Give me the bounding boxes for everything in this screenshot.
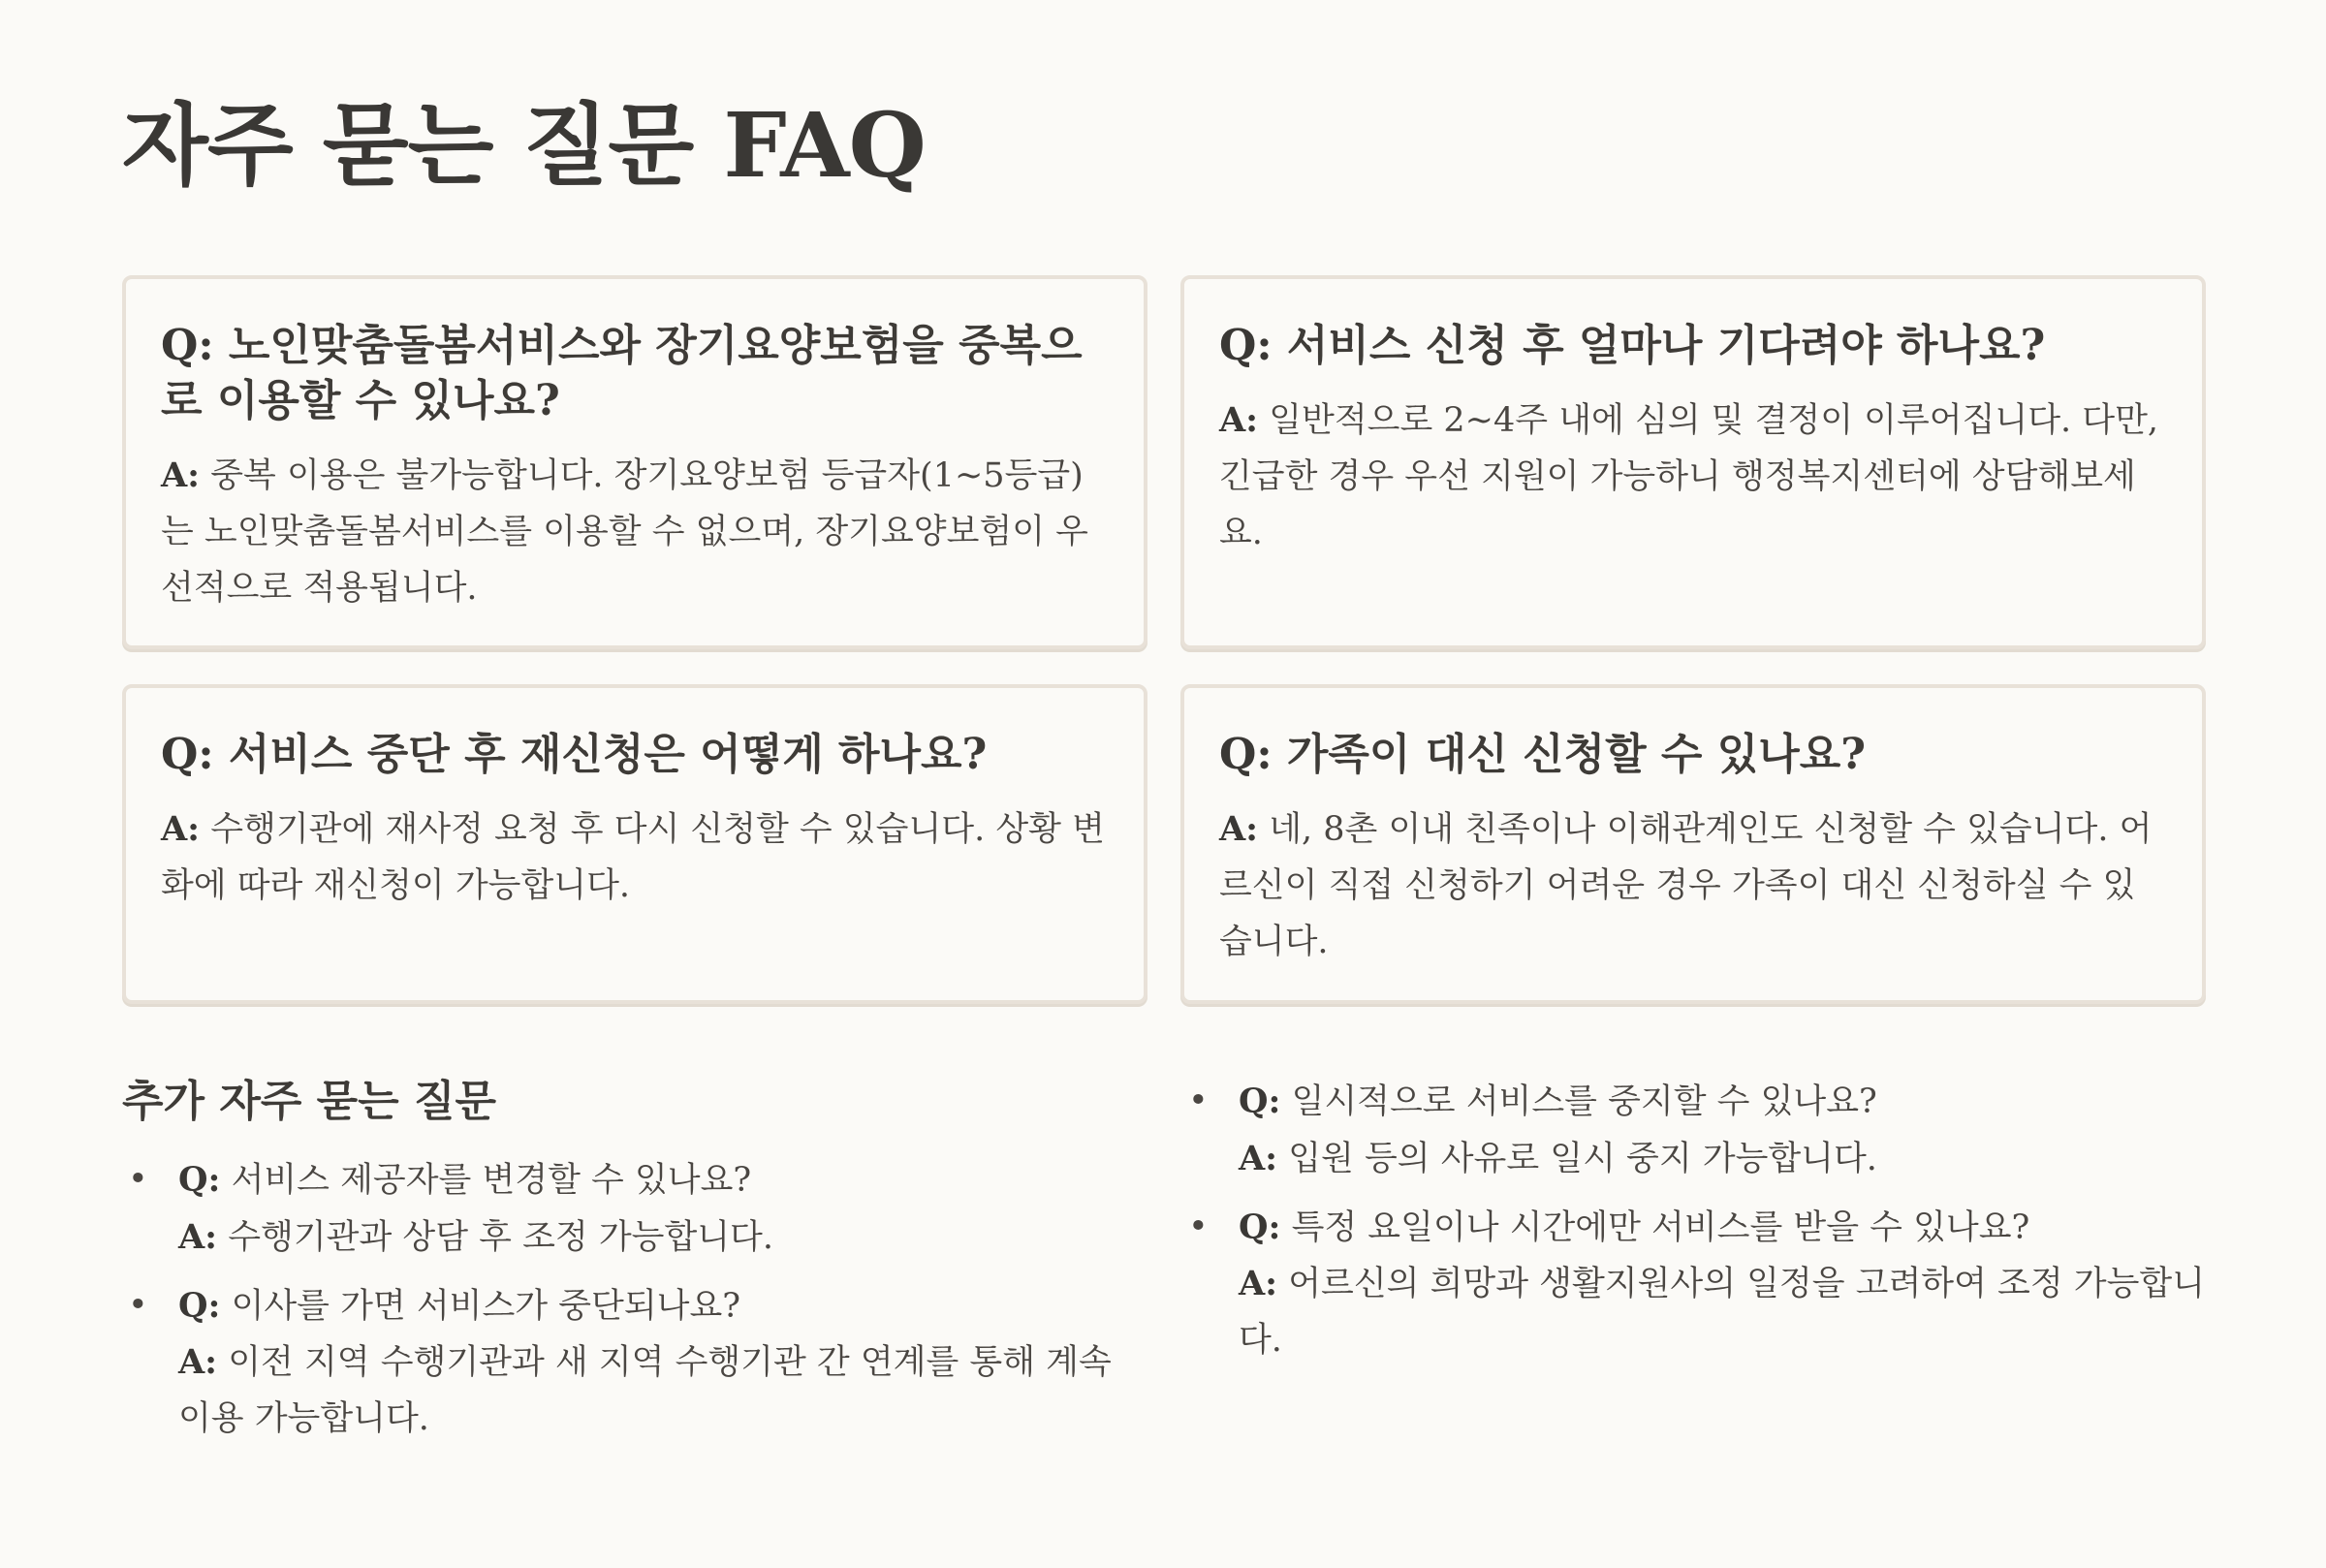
- question-text: 가족이 대신 신청할 수 있나요?: [1286, 730, 1867, 779]
- faq-card: [122, 684, 1147, 1004]
- answer-label: A:: [178, 1216, 218, 1257]
- question-label: Q:: [161, 321, 214, 370]
- list-item: [122, 1152, 1149, 1267]
- extra-faq-right: [1182, 1074, 2210, 1381]
- question-label: Q:: [1239, 1082, 1281, 1121]
- question-text: 서비스 중단 후 재신청은 어떻게 하나요?: [228, 730, 988, 779]
- faq-question: [161, 318, 1109, 428]
- extra-faq-heading: 추가 자주 묻는 질문: [122, 1077, 496, 1126]
- faq-card: [1180, 684, 2206, 1004]
- faq-card-grid: [122, 275, 2206, 1004]
- list-item: [1182, 1200, 2210, 1369]
- question-label: Q:: [178, 1160, 221, 1201]
- faq-answer: [1219, 801, 2167, 970]
- answer-text: 수행기관에 재사정 요청 후 다시 신청할 수 있습니다. 상황 변화에 따라 재신청이 가능합니다.: [161, 810, 1105, 905]
- page-title: 자주 묻는 질문 FAQ: [122, 93, 926, 198]
- bullet-icon: •: [128, 1285, 148, 1325]
- answer-label: A:: [1219, 809, 1259, 850]
- answer-label: A:: [161, 809, 201, 850]
- answer-label: A:: [1239, 1264, 1278, 1304]
- answer-text: 중복 이용은 불가능합니다. 장기요양보험 등급자(1~5등급)는 노인맞춤돌봄서비스를 이용할 수 없으며, 장기요양보험이 우선적으로 적용됩니다.: [161, 456, 1088, 608]
- faq-question: [178, 1278, 1149, 1335]
- question-text: 일시적으로 서비스를 중지할 수 있나요?: [1291, 1082, 1877, 1121]
- question-label: Q:: [1219, 730, 1273, 779]
- faq-answer: [178, 1334, 1149, 1448]
- question-label: Q:: [161, 730, 214, 779]
- answer-label: A:: [1239, 1138, 1278, 1178]
- faq-question: [1219, 318, 2167, 373]
- list-item: [1182, 1074, 2210, 1188]
- faq-answer: [1239, 1256, 2210, 1369]
- answer-label: A:: [1219, 400, 1259, 441]
- question-label: Q:: [1239, 1207, 1281, 1247]
- faq-answer: [1239, 1131, 2210, 1188]
- question-label: Q:: [178, 1285, 221, 1326]
- faq-question: [161, 727, 1109, 782]
- bullet-icon: •: [128, 1160, 148, 1200]
- list-item: [122, 1278, 1149, 1448]
- bullet-icon: •: [1188, 1207, 1209, 1246]
- faq-card: [122, 275, 1147, 649]
- question-text: 특정 요일이나 시간에만 서비스를 받을 수 있나요?: [1291, 1207, 2030, 1247]
- answer-text: 이전 지역 수행기관과 새 지역 수행기관 간 연계를 통해 계속 이용 가능합니다.: [178, 1343, 1112, 1439]
- extra-faq-list: [1182, 1074, 2210, 1369]
- answer-text: 수행기관과 상담 후 조정 가능합니다.: [228, 1217, 773, 1257]
- answer-text: 네, 8촌 이내 친족이나 이해관계인도 신청할 수 있습니다. 어르신이 직접 신청하기 어려운 경우 가족이 대신 신청하실 수 있습니다.: [1219, 810, 2153, 961]
- faq-question: [1219, 727, 2167, 782]
- answer-label: A:: [178, 1342, 218, 1383]
- question-text: 노인맞춤돌봄서비스와 장기요양보험을 중복으로 이용할 수 있나요?: [161, 321, 1083, 426]
- question-label: Q:: [1219, 321, 1273, 370]
- question-text: 이사를 가면 서비스가 중단되나요?: [231, 1286, 741, 1326]
- faq-card: [1180, 275, 2206, 649]
- bullet-icon: •: [1188, 1082, 1209, 1120]
- answer-text: 입원 등의 사유로 일시 중지 가능합니다.: [1288, 1139, 1877, 1178]
- question-text: 서비스 제공자를 변경할 수 있나요?: [231, 1161, 752, 1201]
- faq-question: [178, 1152, 1149, 1209]
- faq-answer: [161, 801, 1109, 915]
- answer-text: 어르신의 희망과 생활지원사의 일정을 고려하여 조정 가능합니다.: [1239, 1265, 2206, 1360]
- answer-label: A:: [161, 455, 201, 496]
- faq-answer: [178, 1209, 1149, 1267]
- answer-text: 일반적으로 2~4주 내에 심의 및 결정이 이루어집니다. 다만, 긴급한 경우 우선 지원이 가능하니 행정복지센터에 상담해보세요.: [1219, 401, 2159, 552]
- faq-question: [1239, 1074, 2210, 1131]
- question-text: 서비스 신청 후 얼마나 기다려야 하나요?: [1286, 321, 2046, 370]
- extra-faq-left: [122, 1074, 1149, 1459]
- faq-answer: [161, 448, 1109, 616]
- faq-question: [1239, 1200, 2210, 1257]
- faq-answer: [1219, 392, 2167, 561]
- extra-faq-list: [122, 1152, 1149, 1448]
